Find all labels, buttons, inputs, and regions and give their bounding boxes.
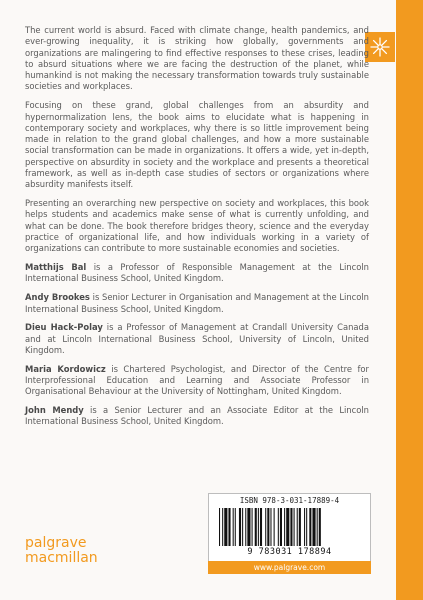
- author-bio: [25, 322, 369, 356]
- barcode-bar: [299, 508, 301, 546]
- barcode-bar: [265, 508, 266, 546]
- author-bio: [25, 292, 369, 315]
- barcode-bar: [317, 508, 318, 546]
- barcode-bar: [233, 508, 234, 546]
- publisher-url: www.palgrave.com: [208, 561, 371, 574]
- barcode-bar: [245, 508, 246, 546]
- barcode-bar: [260, 508, 262, 546]
- barcode-bar: [224, 508, 227, 546]
- author-name: John Mendy: [25, 405, 84, 416]
- isbn-label: ISBN 978-3-031-17889-4: [239, 496, 340, 505]
- back-cover-text: [25, 25, 369, 435]
- barcode-bar: [306, 508, 307, 546]
- blurb-paragraph-2: Focusing on these grand, global challenges from an absurdity and hypernormalization lens, the book aims to elucidate what is happening in contemporary society and workplaces, why there is so little improvement being made in relation to the grand global challenges, and how a more sustainable social transformation can be made in organizations. It offers a wide, yet in-depth, perspective on absurdity in society and the workplace and presents a theoretical framework, as well as in-depth case studies of sectors or organizations where absurdity manifests itself.: [25, 100, 369, 190]
- barcode-bar: [267, 508, 269, 546]
- barcode-bars: [217, 508, 362, 546]
- barcode-bar: [280, 508, 282, 546]
- barcode-bar: [247, 508, 250, 546]
- barcode-bar: [255, 508, 257, 546]
- barcode-bar: [284, 508, 285, 546]
- author-name: Dieu Hack-Polay: [25, 322, 103, 333]
- barcode-bar: [222, 508, 223, 546]
- author-name: Andy Brookes: [25, 292, 90, 303]
- barcode-bar: [219, 508, 220, 546]
- isbn-number: 9 783031 178894: [247, 547, 332, 557]
- barcode-bar: [294, 508, 295, 546]
- palgrave-logo-box: [365, 32, 395, 62]
- author-name: Maria Kordowicz: [25, 363, 106, 374]
- barcode-bar: [228, 508, 230, 546]
- blurb-paragraph-1: The current world is absurd. Faced with climate change, health pandemics, and ever-growing inequality, it is striking how globally, governments and organizations are malingering to find effective responses to these crises, leading to absurd situations where we are facing the destruction of the planet, while humankind is not making the necessary transformation towards truly sustainable societies and workplaces.: [25, 25, 369, 92]
- blurb-paragraph-3: Presenting an overarching new perspective on society and workplaces, this book helps students and academics make sense of what is currently unfolding, and what can be done. The book therefore bridges theory, science and the everyday practice of organizational life, and how individuals working in a variety of organizations can contribute to more sustainable economies and societies.: [25, 198, 369, 254]
- barcode-bar: [304, 508, 305, 546]
- barcode-bar: [319, 508, 321, 546]
- barcode-bar: [278, 508, 279, 546]
- barcode-bar: [270, 508, 271, 546]
- isbn-barcode: [208, 493, 371, 569]
- barcode-bar: [297, 508, 298, 546]
- author-name: Matthijs Bal: [25, 262, 87, 273]
- cover-side-band: [396, 0, 423, 600]
- author-bio-text: is a Professor of Responsible Management at the Lincoln International Business School, United Kingdom.: [25, 262, 369, 284]
- barcode-bar: [252, 508, 253, 546]
- publisher-line-2: macmillan: [25, 550, 98, 566]
- author-bio: [25, 262, 369, 285]
- barcode-bar: [290, 508, 292, 546]
- publisher-logo: [25, 536, 98, 566]
- author-bio: [25, 405, 369, 428]
- barcode-bar: [309, 508, 311, 546]
- publisher-line-1: palgrave: [25, 535, 87, 551]
- barcode-bar: [242, 508, 243, 546]
- author-bio-text: is a Professor of Management at Crandall University Canada and at Lincoln International Business School, University of Lincoln, United Kingdom.: [25, 322, 370, 355]
- author-bio-text: is a Senior Lecturer and an Associate Editor at the Lincoln International Business School, United Kingdom.: [25, 405, 369, 427]
- author-bio-text: is Senior Lecturer in Organisation and Management at the Lincoln International Business School, United Kingdom.: [25, 292, 369, 314]
- author-bio: [25, 364, 369, 398]
- author-bio-text: is Chartered Psychologist, and Director of the Centre for Interprofessional Education and Learning and Associate Professor in Organisational Behaviour at the University of Nottingham, United Kingdom.: [25, 363, 369, 397]
- barcode-bar: [235, 508, 236, 546]
- barcode-bar: [286, 508, 289, 546]
- palgrave-star-icon: [369, 36, 391, 58]
- barcode-bar: [274, 508, 275, 546]
- barcode-bar: [312, 508, 315, 546]
- author-bios: [25, 262, 369, 428]
- barcode-bar: [239, 508, 241, 546]
- barcode-bar: [258, 508, 259, 546]
